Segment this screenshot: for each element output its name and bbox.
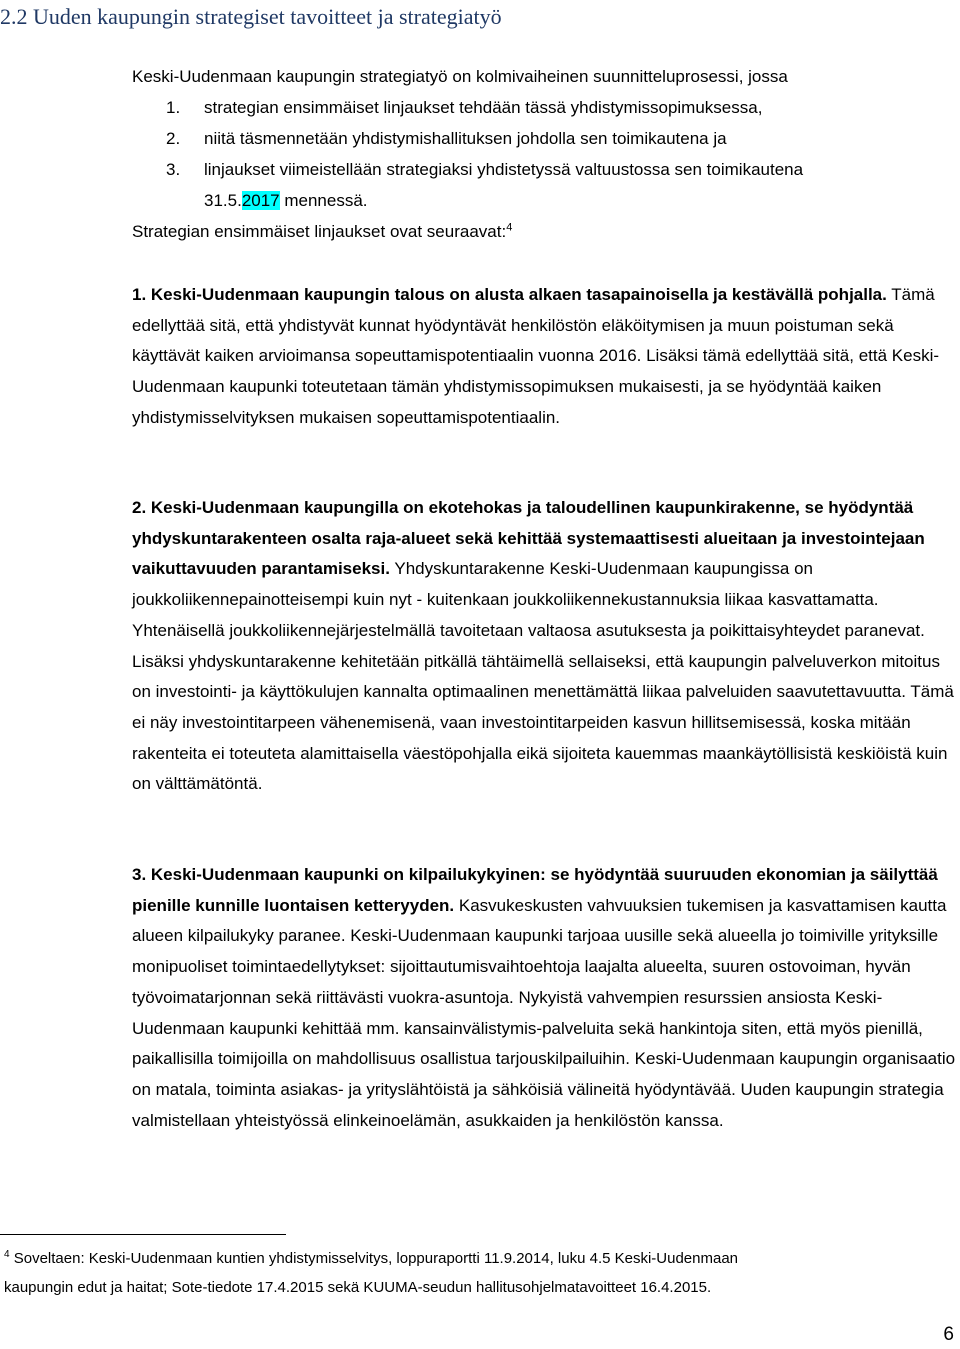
goal-paragraph-1 xyxy=(132,280,958,434)
goal-title: 1. Keski-Uudenmaan kaupungin talous on alusta alkaen tasapainoisella ja kestävällä pohjalla. xyxy=(132,285,887,304)
footnote-line-1: $^4$ Soveltaen: Keski-Uudenmaan kuntien yhdistymisselvitys, loppuraportti 11.9.2014, luku 4.5 Keski-Uudenmaan xyxy=(4,1249,739,1267)
footnote-divider xyxy=(0,1234,286,1235)
goal-body: Kasvukeskusten vahvuuksien tukemisen ja kasvattamisen kautta alueen kilpailukyky paranee. Keski-Uudenmaan kaupunki tarjoaa uusille sekä alueella jo toimiville yrityksille monipuoliset toimintaedellytykset: sijoittautumisvaihtoehtoja laajalta alueelta, suuren ostovoiman, hyvän työvoimatarjonnan sekä riittävästi vuokra-asuntoja. Nykyistä vahvempien resurssien ansiosta Keski-Uudenmaan kaupunki kehittää mm. kansainvälistymis-palveluita sekä hankintoja siten, että myös pienillä, paikallisilla toimijoilla on mahdollisuus osallistua tarjouskilpailuihin. Keski-Uudenmaan kaupungin organisaatio on matala, toiminta asiakas- ja yrityslähtöistä ja sähköisiä välineitä hyödyntävää. Uuden kaupungin strategia valmistellaan yhteistyössä elinkeinoelämän, asukkaiden ja henkilöstön kanssa. xyxy=(132,895,956,1130)
step-text: strategian ensimmäiset linjaukset tehdään tässä yhdistymissopimuksessa, xyxy=(204,98,763,117)
goal-body: Yhdyskuntarakenne Keski-Uudenmaan kaupungissa on joukkoliikennepainotteisempi kuin nyt - kuitenkaan joukkoliikennekustannuksia liikaa kasvattamatta. Yhtenäisellä joukkoliikennejärjestelmällä tavoitetaan valtaosa asutuksesta ja poikittaisyhteydet paranevat. Lisäksi yhdyskuntarakenne kehitetään pitkällä tähtäimellä sellaiseksi, että kaupungin palveluverkon mitoitus on investointi- ja käyttökulujen kannalta optimaalinen menettämättä liikaa palveluiden saavutettavuutta. Tämä ei näy investointitarpeen vähenemisenä, vaan investointitarpeiden kasvun hillitsemisessä, koska mitään rakenteita ei toteuteta alamittaisella väestöpohjalla eikä sijoiteta kauemmas maankäytöllisistä keskiöistä kuin on välttämätöntä. xyxy=(132,559,954,794)
step-text: niitä täsmennetään yhdistymishallituksen johdolla sen toimikautena ja xyxy=(204,129,727,148)
page-number: 6 xyxy=(943,1324,954,1345)
step-text: linjaukset viimeistellään strategiaksi yhdistetyssä valtuustossa sen toimikautena xyxy=(204,160,804,179)
step-number: 3. xyxy=(166,160,181,179)
highlighted-year: 2017 xyxy=(241,191,280,210)
step-3-continuation xyxy=(204,191,368,211)
date-prefix: 31.5. xyxy=(204,191,242,210)
intro-outro: Strategian ensimmäiset linjaukset ovat seuraavat:$^4$ xyxy=(132,221,513,241)
footnote-mark: 4 xyxy=(4,1249,10,1260)
step-number: 2. xyxy=(166,129,181,148)
goal-title: 2. Keski-Uudenmaan kaupungilla on ekotehokas ja taloudellinen kaupunkirakenne, se hyödyntää yhdyskuntarakenteen osalta raja-alueet sekä kehittää systemaattisesti alueitaan ja investointejaan vaikuttavuuden parantamiseksi. xyxy=(132,498,925,579)
date-suffix: mennessä. xyxy=(279,191,368,210)
footnote-reference[interactable]: 4 xyxy=(506,221,513,234)
goal-paragraph-3 xyxy=(132,860,958,1136)
goal-title: 3. Keski-Uudenmaan kaupunki on kilpailukykyinen: se hyödyntää suuruuden ekonomian ja säilyttää pienille kunnille luontaisen ketteryyden. xyxy=(132,865,938,915)
goal-body: Tämä edellyttää sitä, että yhdistyvät kunnat hyödyntävät henkilöstön eläköitymisen ja muun poistuman sekä käyttävät kaiken arvioimansa sopeuttamispotentiaalin vuonna 2016. Lisäksi tämä edellyttää sitä, että Keski-Uudenmaan kaupunki toteutetaan tämän yhdistymissopimuksen mukaisesti, ja se hyödyntää kaiken yhdistymisselvityksen mukaisen sopeuttamispotentiaalin. xyxy=(132,285,940,427)
intro-lead: Keski-Uudenmaan kaupungin strategiatyö on kolmivaiheinen suunnitteluprosessi, jossa xyxy=(132,67,788,86)
footnote-line-2: kaupungin edut ja haitat; Sote-tiedote 17.4.2015 sekä KUUMA-seudun hallitusohjelmatavoitteet 16.4.2015. xyxy=(4,1279,712,1296)
section-heading: 2.2 Uuden kaupungin strategiset tavoitteet ja strategiatyö xyxy=(0,4,502,29)
step-number: 1. xyxy=(166,98,181,117)
goal-paragraph-2 xyxy=(132,493,958,800)
